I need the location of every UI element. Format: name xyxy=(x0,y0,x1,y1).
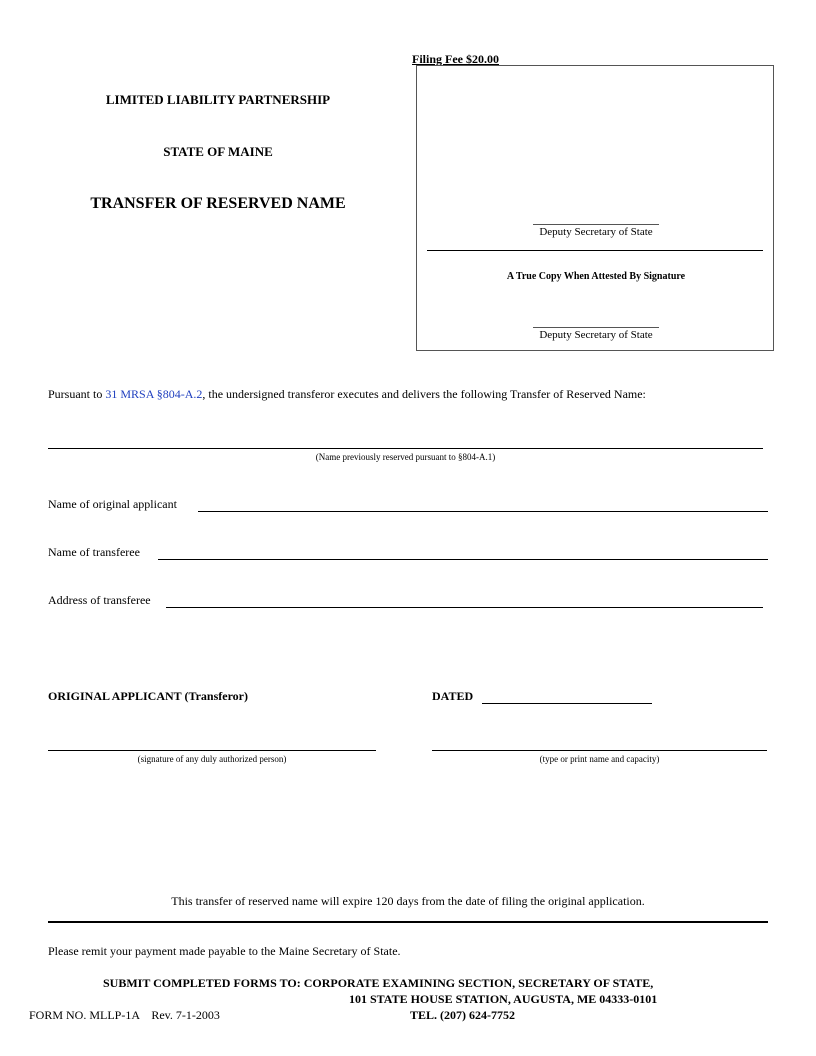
dated-field[interactable] xyxy=(482,703,652,704)
address-field[interactable] xyxy=(166,607,763,608)
print-name-line[interactable] xyxy=(432,750,767,751)
address-label: Address of transferee xyxy=(48,593,151,607)
dated-label: DATED xyxy=(432,689,474,703)
reserved-name-line[interactable] xyxy=(48,448,763,449)
original-applicant-label: Name of original applicant xyxy=(48,497,177,511)
signature-caption: (signature of any duly authorized person) xyxy=(137,754,287,764)
filing-fee: Filing Fee $20.00 xyxy=(412,52,499,66)
statute-link[interactable]: 31 MRSA §804-A.2 xyxy=(105,387,203,401)
original-applicant-field[interactable] xyxy=(198,511,768,512)
deputy-signature-line-2 xyxy=(533,327,659,328)
transferee-label: Name of transferee xyxy=(48,545,140,559)
footer-divider xyxy=(48,921,768,923)
intro-suffix: , the undersigned transferor executes and delivers the following Transfer of Reserved Name: xyxy=(202,387,646,401)
print-name-caption: (type or print name and capacity) xyxy=(539,754,660,764)
filing-box xyxy=(416,65,774,351)
form-number: FORM NO. MLLP-1A Rev. 7-1-2003 xyxy=(29,1008,220,1022)
expire-note: This transfer of reserved name will expire 120 days from the date of filing the original application. xyxy=(171,894,645,908)
true-copy-label: A True Copy When Attested By Signature xyxy=(506,271,686,282)
submit-line-2: 101 STATE HOUSE STATION, AUGUSTA, ME 04333-0101 xyxy=(349,992,658,1006)
remit-note: Please remit your payment made payable to the Maine Secretary of State. xyxy=(48,944,401,958)
box-divider xyxy=(427,250,763,251)
signature-line[interactable] xyxy=(48,750,376,751)
deputy-signature-line-1 xyxy=(533,224,659,225)
submit-line-1: SUBMIT COMPLETED FORMS TO: CORPORATE EXAMINING SECTION, SECRETARY OF STATE, xyxy=(103,976,654,990)
original-applicant-heading: ORIGINAL APPLICANT (Transferor) xyxy=(48,689,249,703)
reserved-name-caption: (Name previously reserved pursuant to §804-A.1) xyxy=(315,452,496,462)
page-title: TRANSFER OF RESERVED NAME xyxy=(90,195,346,212)
submit-phone: TEL. (207) 624-7752 xyxy=(410,1008,515,1022)
intro-prefix: Pursuant to xyxy=(48,387,106,401)
header-llp: LIMITED LIABILITY PARTNERSHIP xyxy=(105,92,331,107)
intro-paragraph xyxy=(48,387,646,402)
header-state: STATE OF MAINE xyxy=(163,144,273,159)
transferee-field[interactable] xyxy=(158,559,768,560)
deputy-label-1: Deputy Secretary of State xyxy=(539,226,653,238)
deputy-label-2: Deputy Secretary of State xyxy=(539,329,653,341)
